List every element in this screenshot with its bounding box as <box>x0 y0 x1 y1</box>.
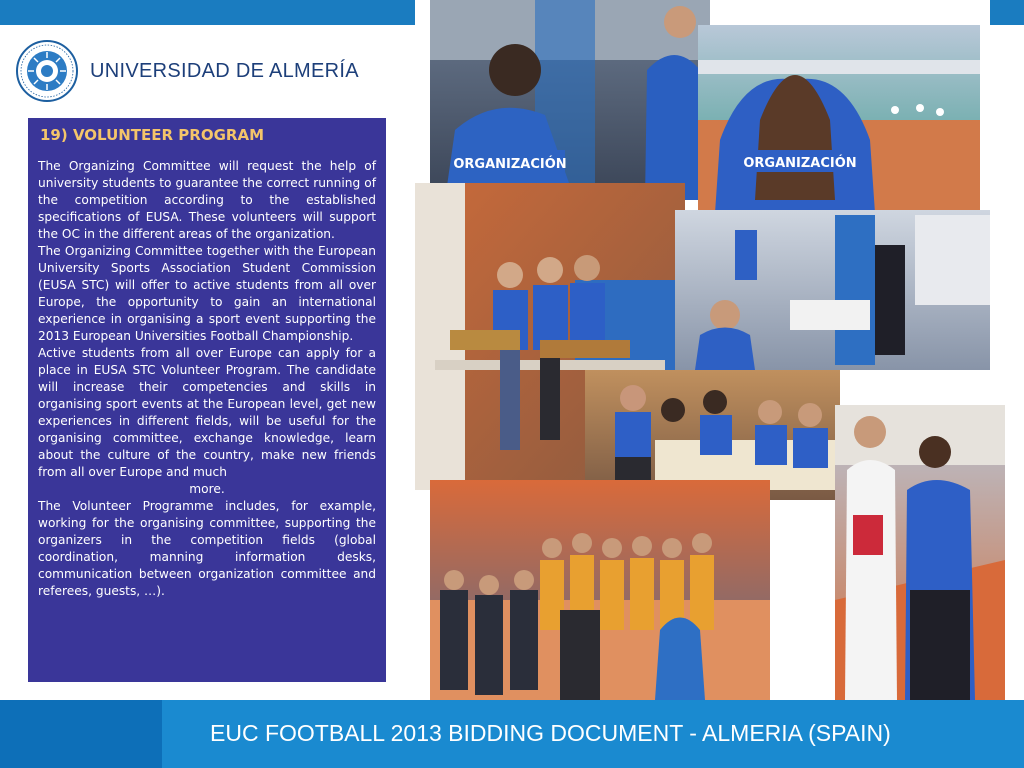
photo-taekwondo <box>835 405 1005 700</box>
photo-volleyball-court <box>698 25 980 213</box>
section-title: 19) VOLUNTEER PROGRAM <box>40 126 264 144</box>
paragraph: The Volunteer Programme includes, for example, working for the organising committee, supporting the organizers in the competition fields (global coordination, manning information desks, communication between organization committee and referees, guests, …). <box>38 499 376 598</box>
photo-volunteers-hall <box>430 0 710 200</box>
paragraph: more. <box>189 482 225 496</box>
paragraph: The Organizing Committee will request the help of university students to guarantee the correct running of the competition according to the established specifications of EUSA. These volunteers will support the OC in the different areas of the organization. <box>38 159 376 241</box>
footer-title: EUC FOOTBALL 2013 BIDDING DOCUMENT - ALMERIA (SPAIN) <box>210 720 891 746</box>
paragraph: The Organizing Committee together with the European University Sports Association Student Commission (EUSA STC) will offer to active students from all over Europe, the opportunity to gain an international experience in organising a sport event supporting the 2013 European Universities Football Championship. <box>38 244 376 343</box>
volunteer-program-panel <box>28 118 386 682</box>
photo-team-medals <box>430 480 770 700</box>
photo-info-desk <box>675 210 990 370</box>
shirt-text: ORGANIZACIÓN <box>743 156 857 171</box>
paragraph: Active students from all over Europe can apply for a place in EUSA STC Volunteer Program. The candidate will increase their competencies and skills in organising sport events at the European level, get new experiences in different fields, will be useful for the organising committee, exchange knowledge, learn about the culture of the country, make new friends from all over Europe and much <box>38 346 376 479</box>
photo-collage <box>415 0 1024 700</box>
university-seal-icon <box>16 40 78 102</box>
top-accent-bar-left <box>0 0 415 25</box>
university-name: UNIVERSIDAD DE ALMERÍA <box>90 60 359 82</box>
university-logo <box>16 40 359 104</box>
shirt-text: ORGANIZACIÓN <box>453 157 567 172</box>
section-body <box>38 158 376 600</box>
